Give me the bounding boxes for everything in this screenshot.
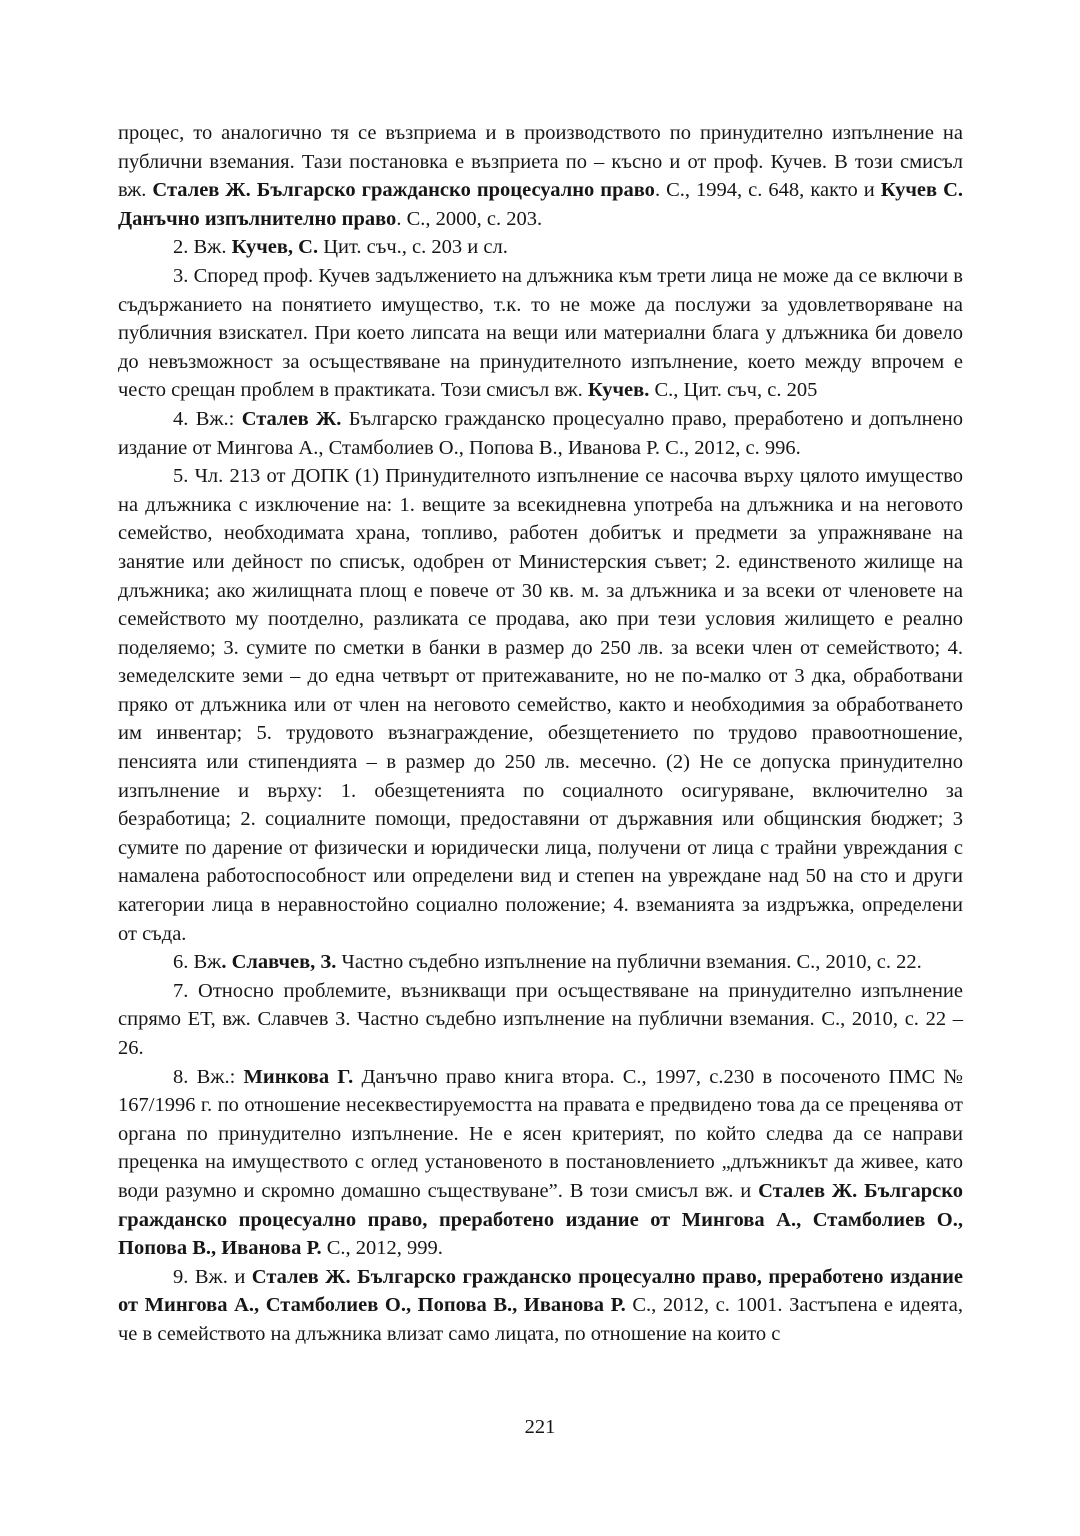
endnote-cont <box>118 119 963 233</box>
endnote-n8 <box>118 1063 963 1263</box>
note-text: 5. Чл. 213 от ДОПК (1) Принудителното изпълнение се насочва върху цялото имущество на длъжника с изключение на: 1. вещите за всекидневна употреба на длъжника и на неговото семейство, необходимата храна, топливо, работен добитък и предмети за упражняване на занятие или дейност по списък, одобрен от Министерския съвет; 2. единственото жилище на длъжника; ако жилищната площ е повече от 30 кв. м. за длъжника и за всеки от членовете на семейството му поотделно, разликата се продава, ако при тези условия жилището е реално поделяемо; 3. сумите по сметки в банки в размер до 250 лв. за всеки член от семейството; 4. земеделските земи – до една четвърт от притежаваните, но не по-малко от 3 дка, обработвани пряко от длъжника или от член на неговото семейство, както и необходимия за обработването им инвентар; 5. трудовото възнаграждение, обезщетението по трудово правоотношение, пенсията или стипендията – в размер до 250 лв. месечно. (2) Не се допуска принудително изпълнение и върху: 1. обезщетенията по социалното осигуряване, включително за безработица; 2. социалните помощи, предоставяни от държавния или общинския бюджет; 3 сумите по дарение от физически и юридически лица, получени от лица с трайни увреждания с намалена работоспособност или определени вид и степен на увреждане над 50 на сто и други категории лица в неравностойно социално положение; 4. вземанията за издръжка, определени от съда. <box>118 465 963 945</box>
note-text: . С., 2000, с. 203. <box>396 207 543 230</box>
note-text: 2. Вж. <box>173 236 232 259</box>
endnote-n3 <box>118 262 963 405</box>
endnote-n7 <box>118 977 963 1063</box>
citation-bold: . Славчев, З. <box>221 951 337 974</box>
citation-bold: Сталев Ж. <box>241 407 342 430</box>
note-text: 6. Вж <box>173 951 222 974</box>
note-text: 7. Относно проблемите, възникващи при осъществяване на принудително изпълнение спрямо ЕТ, вж. Славчев З. Частно съдебно изпълнение на публични вземания. С., 2010, с. 22 – 26. <box>118 979 963 1059</box>
note-text: С., 2012, 999. <box>321 1237 443 1260</box>
citation-bold: Кучев. <box>587 379 650 402</box>
citation-bold: Сталев Ж. Българско гражданско процесуално право, преработено издание от Мингова А., Стамболиев О., Попова В., Иванова Р. <box>118 1179 963 1260</box>
citation-bold: Минкова Г. <box>243 1065 354 1088</box>
endnote-n6 <box>118 948 963 977</box>
note-text: Българско гражданско процесуално право, преработено и допълнено издание от Мингова А., Стамболиев О., Попова В., Иванова Р. С., 2012, с. 996. <box>118 407 963 459</box>
note-text: 8. Вж.: <box>173 1065 244 1088</box>
note-text: . С., 1994, с. 648, както и <box>654 179 881 202</box>
citation-bold: Кучев, С. <box>231 236 319 259</box>
note-text: С., Цит. съч, с. 205 <box>649 379 818 402</box>
citation-bold: Кучев С. Данъчно изпълнително право <box>118 179 964 230</box>
note-text: Данъчно право книга втора. С., 1997, с.230 в посоченото ПМС № 167/1996 г. по отношение несеквестируемостта на правата е предвидено това да се преценява от органа по принудително изпълнение. Не е ясен критерият, по който следва да се направи преценка на имуществото с оглед установеното в постановлението „длъжникът да живее, като води разумно и скромно домашно съществуване”. В този смисъл вж. и <box>118 1065 963 1202</box>
endnotes-text-block <box>118 119 963 1349</box>
note-text: Частно съдебно изпълнение на публични вземания. С., 2010, с. 22. <box>336 951 922 974</box>
endnote-n9 <box>118 1263 963 1349</box>
note-text: Цит. съч., с. 203 и сл. <box>318 236 508 259</box>
endnote-n5 <box>118 462 963 948</box>
note-text: 9. Вж. и <box>173 1265 252 1288</box>
citation-bold: Сталев Ж. Българско гражданско процесуално право <box>152 179 655 202</box>
citation-bold: Сталев Ж. Българско гражданско процесуално право, преработено издание от Мингова А., Стамболиев О., Попова В., Иванова Р. <box>118 1265 963 1317</box>
note-text: 3. Според проф. Кучев задължението на длъжника към трети лица не може да се включи в съдържанието на понятието имущество, т.к. то не може да послужи за удовлетворяване на публичния взискател. При което липсата на вещи или материални блага у длъжника би довело до невъзможност за осъществяване на принудителното изпълнение, което между впрочем е често срещан проблем в практиката. Този смисъл вж. <box>118 264 963 402</box>
note-text: С., 2012, с. 1001. Застъпена е идеята, че в семейството на длъжника влизат само лицата, по отношение на които с <box>118 1294 963 1345</box>
page-number: 221 <box>524 1416 556 1438</box>
note-text: 4. Вж.: <box>173 407 242 430</box>
endnote-n2 <box>118 233 963 262</box>
note-text: процес, то аналогично тя се възприема и в производството по принудително изпълнение на публични вземания. Тази постановка е възприета по – късно и от проф. Кучев. В този смисъл вж. <box>118 122 963 202</box>
endnote-n4 <box>118 405 963 462</box>
